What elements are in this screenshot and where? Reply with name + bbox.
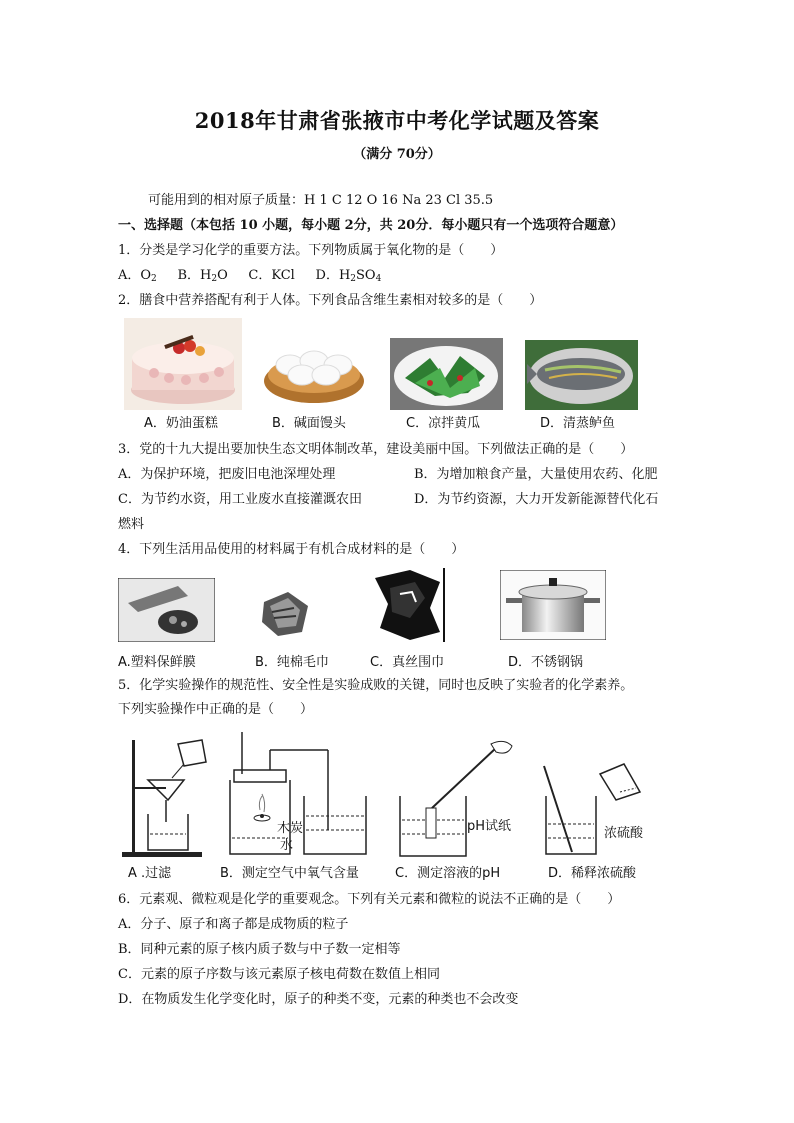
q1-option-d: D．$H_2SO_4$: [315, 268, 382, 284]
q3-option-d-continued: 燃料: [118, 517, 145, 532]
q5-stem-line1: 5．化学实验操作的规范性、安全性是实验成败的关键，同时也反映了实验者的化学素养。: [118, 678, 634, 693]
q5-caption-a: A .过滤: [128, 866, 172, 881]
cotton-towel-image: [258, 588, 314, 640]
label-ph-paper: pH试纸: [467, 819, 512, 834]
q3-option-a: A．为保护环境，把废旧电池深埋处理: [118, 467, 336, 482]
q4-caption-a: A.塑料保鲜膜: [118, 655, 196, 670]
q6-option-c: C．元素的原子序数与该元素原子核电荷数在数值上相同: [118, 967, 440, 982]
silk-scarf-image: [370, 568, 445, 642]
atomic-mass-line: 可能用到的相对原子质量：H 1 C 12 O 16 Na 23 Cl 35.5: [148, 193, 494, 208]
q5-stem-line2: 下列实验操作中正确的是（ ）: [118, 702, 314, 717]
q1-option-c: C．KCl: [248, 268, 295, 283]
ph-test-diagram: [396, 738, 526, 860]
q1-option-a: A．$O_2$: [118, 268, 157, 284]
score-note: （满分 70分）: [353, 147, 441, 162]
q6-option-a: A．分子、原子和离子都是成物质的粒子: [118, 917, 349, 932]
q3-option-c: C．为节约水资，用工业废水直接灌溉农田: [118, 492, 362, 507]
q5-caption-b: B．测定空气中氧气含量: [220, 866, 359, 881]
plastic-wrap-image: [118, 578, 215, 642]
label-water: 水: [280, 838, 294, 853]
dilution-diagram: [540, 762, 660, 860]
cucumber-salad-image: [390, 338, 503, 410]
q3-option-d: D．为节约资源，大力开发新能源替代化石: [414, 492, 659, 507]
q2-caption-d: D．清蒸鲈鱼: [540, 416, 616, 431]
q2-caption-b: B．碱面馒头: [272, 416, 346, 431]
q6-option-d: D．在物质发生化学变化时，原子的种类不变，元素的种类也不会改变: [118, 992, 519, 1007]
q4-caption-c: C．真丝围巾: [370, 655, 445, 670]
q3-option-b: B．为增加粮食产量，大量使用农药、化肥: [414, 467, 658, 482]
q6-stem: 6．元素观、微粒观是化学的重要观念。下列有关元素和微粒的说法不正确的是（ ）: [118, 892, 621, 907]
q2-stem: 2．膳食中营养搭配有利于人体。下列食品含维生素相对较多的是（ ）: [118, 293, 543, 308]
q2-caption-c: C．凉拌黄瓜: [406, 416, 481, 431]
q4-stem: 4．下列生活用品使用的材料属于有机合成材料的是（ ）: [118, 542, 465, 557]
q2-caption-a: A．奶油蛋糕: [144, 416, 218, 431]
steamed-fish-image: [525, 340, 638, 410]
label-charcoal: 木炭: [277, 821, 304, 836]
steel-pot-image: [500, 570, 606, 640]
buns-image: [262, 335, 367, 407]
filtration-diagram: [118, 730, 218, 860]
q3-stem: 3．党的十九大提出要加快生态文明体制改革，建设美丽中国。下列做法正确的是（ ）: [118, 442, 634, 457]
q5-caption-c: C．测定溶液的pH: [395, 866, 501, 881]
oxygen-content-diagram: [220, 730, 370, 860]
section-heading: 一、选择题（本包括 10 小题，每小题 2分，共 20分．每小题只有一个选项符合题意）: [118, 218, 624, 233]
page-title: 2018年甘肃省张掖市中考化学试题及答案: [194, 108, 600, 133]
q5-caption-d: D．稀释浓硫酸: [548, 866, 637, 881]
q4-caption-d: D．不锈钢锅: [508, 655, 584, 670]
q6-option-b: B．同种元素的原子核内质子数与中子数一定相等: [118, 942, 401, 957]
q4-caption-b: B．纯棉毛巾: [255, 655, 329, 670]
q1-stem: 1．分类是学习化学的重要方法。下列物质属于氧化物的是（ ）: [118, 243, 504, 258]
cake-image: [124, 318, 242, 410]
q1-option-b: B．$H_2O$: [177, 268, 228, 284]
label-conc-acid: 浓硫酸: [604, 826, 644, 841]
q1-options: [118, 267, 381, 288]
